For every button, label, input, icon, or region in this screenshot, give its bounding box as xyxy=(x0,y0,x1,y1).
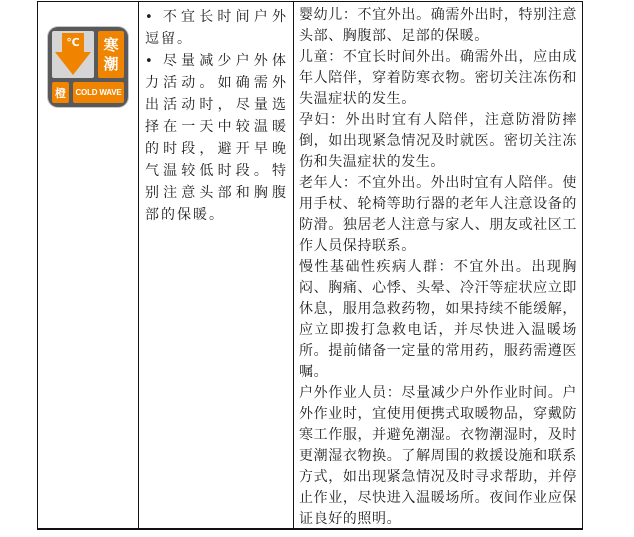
cold-wave-cn-panel xyxy=(98,31,124,78)
bullet-icon: • xyxy=(145,10,153,25)
cold-wave-warning-icon xyxy=(48,27,128,107)
cold-wave-en-label: COLD WAVE xyxy=(73,82,124,103)
general-advice-item xyxy=(145,51,288,227)
cn-char-chao: 潮 xyxy=(103,55,119,73)
group-advice-elderly: 老年人：不宜外出。外出时宜有人陪伴。使用手杖、轮椅等助行器的老年人注意设备的防滑。独居老人注意与家人、朋友或社区工作人员保持联系。 xyxy=(299,176,577,254)
cn-char-han: 寒 xyxy=(103,36,119,54)
badge-top-row xyxy=(52,31,124,78)
celsius-symbol: ℃ xyxy=(66,37,80,49)
group-advice-infants: 婴幼儿：不宜外出。确需外出时，特别注意头部、胸腹部、足部的保暖。 xyxy=(299,8,577,44)
general-advice-text: 尽量减少户外体力活动。如确需外出活动时，尽量选择在一天中较温暖的时段，避开早晚气温较低时段。特别注意头部和胸腹部的保暖。 xyxy=(145,54,288,223)
group-advice-outdoor-workers: 户外作业人员：尽量减少户外作业时间。户外作业时，宜使用便携式取暖物品，穿戴防寒工作服，并避免潮湿。衣物潮湿时，及时更潮湿衣物换。了解周围的救援设施和联系方式，如出现紧急情况及时寻求帮助，并停止作业，尽快进入温暖场所。夜间作业应保证良好的照明。 xyxy=(299,386,577,527)
cold-wave-advice-table xyxy=(37,1,583,530)
group-advice-pregnant: 孕妇：外出时宜有人陪伴，注意防滑防摔倒，如出现紧急情况及时就医。密切关注冻伤和失温症状的发生。 xyxy=(299,113,577,170)
orange-level-char: 橙 xyxy=(52,82,69,103)
general-advice-text: 不宜长时间户外逗留。 xyxy=(145,10,288,47)
group-advice-cell xyxy=(294,2,582,528)
bullet-icon: • xyxy=(145,54,153,69)
temperature-drop-arrow-icon xyxy=(52,31,94,78)
general-advice-cell xyxy=(139,2,294,528)
group-advice-chronic-disease: 慢性基础性疾病人群：不宜外出。出现胸闷、胸痛、心悸、头晕、冷汗等症状应立即休息，服用急救药物，如果持续不能缓解，应立即拨打急救电话，并尽快进入温暖场所。提前储备一定量的常用药，服药需遵医嘱。 xyxy=(299,260,577,380)
badge-bottom-row xyxy=(52,82,124,103)
group-advice-children: 儿童：不宜长时间外出。确需外出，应由成年人陪伴，穿着防寒衣物。密切关注冻伤和失温症状的发生。 xyxy=(299,50,577,107)
general-advice-item xyxy=(145,7,288,51)
warning-icon-cell xyxy=(38,2,139,528)
